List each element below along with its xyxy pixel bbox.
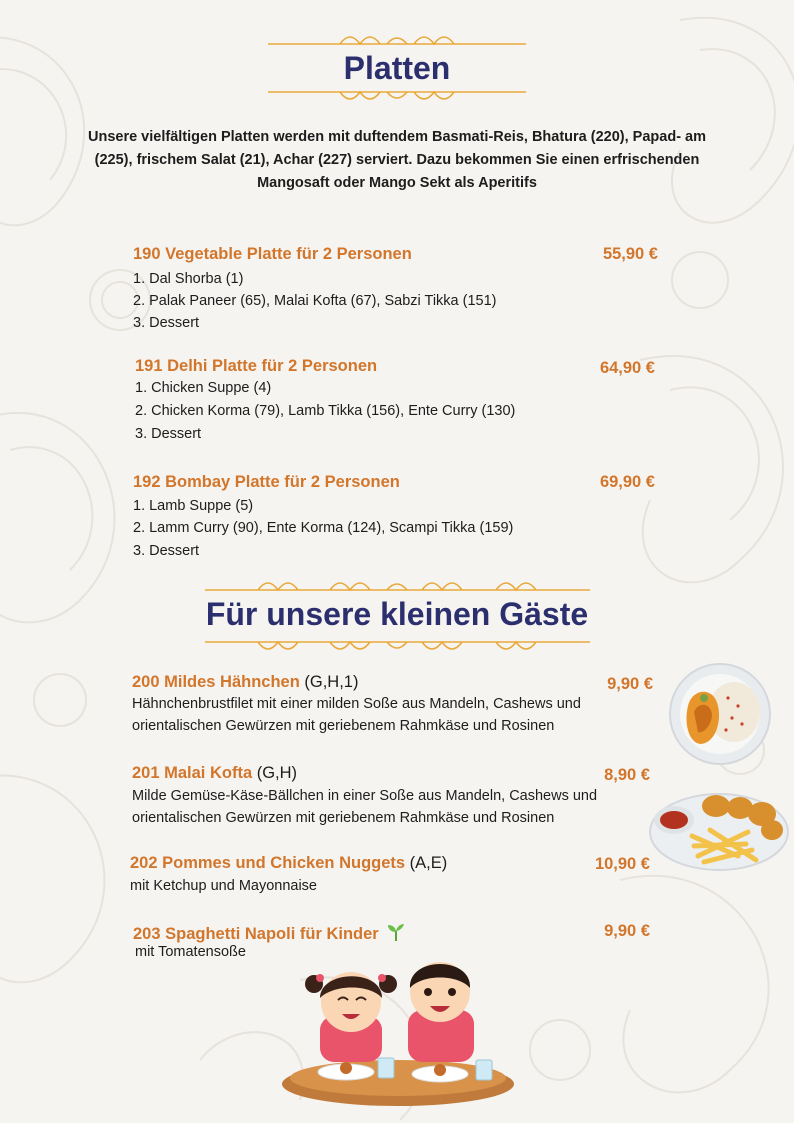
dish-price: 69,90 € xyxy=(599,473,655,491)
dish-line: 2. Palak Paneer (65), Malai Kofta (67), Sabzi Tikka (151) xyxy=(133,293,497,309)
dish-name: 203 Spaghetti Napoli für Kinder xyxy=(133,925,379,943)
dish-price: 9,90 € xyxy=(607,675,653,693)
dish-line: 3. Dessert xyxy=(133,315,200,331)
kids-eating-illustration xyxy=(280,948,516,1106)
kids-title: Für unsere kleinen Gäste xyxy=(205,596,589,632)
dish-line: mit Tomatensoße xyxy=(135,944,246,960)
ornament-top-lower-icon xyxy=(0,86,794,108)
dish-line: Hähnchenbrustfilet mit einer milden Soße aus Mandeln, Cashews und xyxy=(132,696,581,712)
platten-intro: Unsere vielfältigen Platten werden mit duftendem Basmati-Reis, Bhatura (220), Papad- am (225), frischem Salat (21), Achar (227) serviert. Dazu bekommen Sie einen erfrischenden Mangosaft oder Mango Sekt als Aperitifs xyxy=(87,129,707,191)
dish-price: 10,90 € xyxy=(594,855,650,873)
nuggets-fries-plate-photo xyxy=(648,786,790,872)
dish-line: 3. Dessert xyxy=(135,426,202,442)
curry-rice-plate-photo xyxy=(668,662,772,766)
ornament-mid-upper-icon xyxy=(0,574,794,596)
dish-line: 2. Lamm Curry (90), Ente Korma (124), Scampi Tikka (159) xyxy=(133,520,514,536)
dish-line: 1. Lamb Suppe (5) xyxy=(133,498,254,514)
dish-allergens: (G,H,1) xyxy=(299,673,359,691)
dish-price: 64,90 € xyxy=(599,359,655,377)
sprout-icon xyxy=(387,922,405,942)
dish-name: 201 Malai Kofta xyxy=(132,764,253,782)
dish-line: mit Ketchup und Mayonnaise xyxy=(130,878,317,894)
dish-price: 9,90 € xyxy=(604,922,650,940)
ornament-top-upper-icon xyxy=(0,30,794,50)
dish-price: 55,90 € xyxy=(602,245,658,263)
dish-allergens: (G,H) xyxy=(252,764,298,782)
platten-title: Platten xyxy=(343,50,451,86)
dish-line: 1. Dal Shorba (1) xyxy=(133,271,244,287)
dish-name: 202 Pommes und Chicken Nuggets xyxy=(130,854,406,872)
dish-name: 192 Bombay Platte für 2 Personen xyxy=(133,473,400,491)
dish-line: 1. Chicken Suppe (4) xyxy=(135,380,272,396)
ornament-mid-lower-icon xyxy=(0,636,794,658)
dish-name: 200 Mildes Hähnchen xyxy=(132,673,300,691)
dish-line: 2. Chicken Korma (79), Lamb Tikka (156), Ente Curry (130) xyxy=(135,403,516,419)
dish-name: 190 Vegetable Platte für 2 Personen xyxy=(133,245,412,263)
dish-allergens: (A,E) xyxy=(405,854,448,872)
dish-price: 8,90 € xyxy=(604,766,650,784)
dish-line: Milde Gemüse-Käse-Bällchen in einer Soße aus Mandeln, Cashews und xyxy=(132,788,598,804)
dish-line: orientalischen Gewürzen mit geriebenem Rahmkäse und Rosinen xyxy=(132,718,555,734)
dish-line: 3. Dessert xyxy=(133,543,200,559)
dish-name: 191 Delhi Platte für 2 Personen xyxy=(135,357,378,375)
dish-line: orientalischen Gewürzen mit geriebenem Rahmkäse und Rosinen xyxy=(132,810,555,826)
